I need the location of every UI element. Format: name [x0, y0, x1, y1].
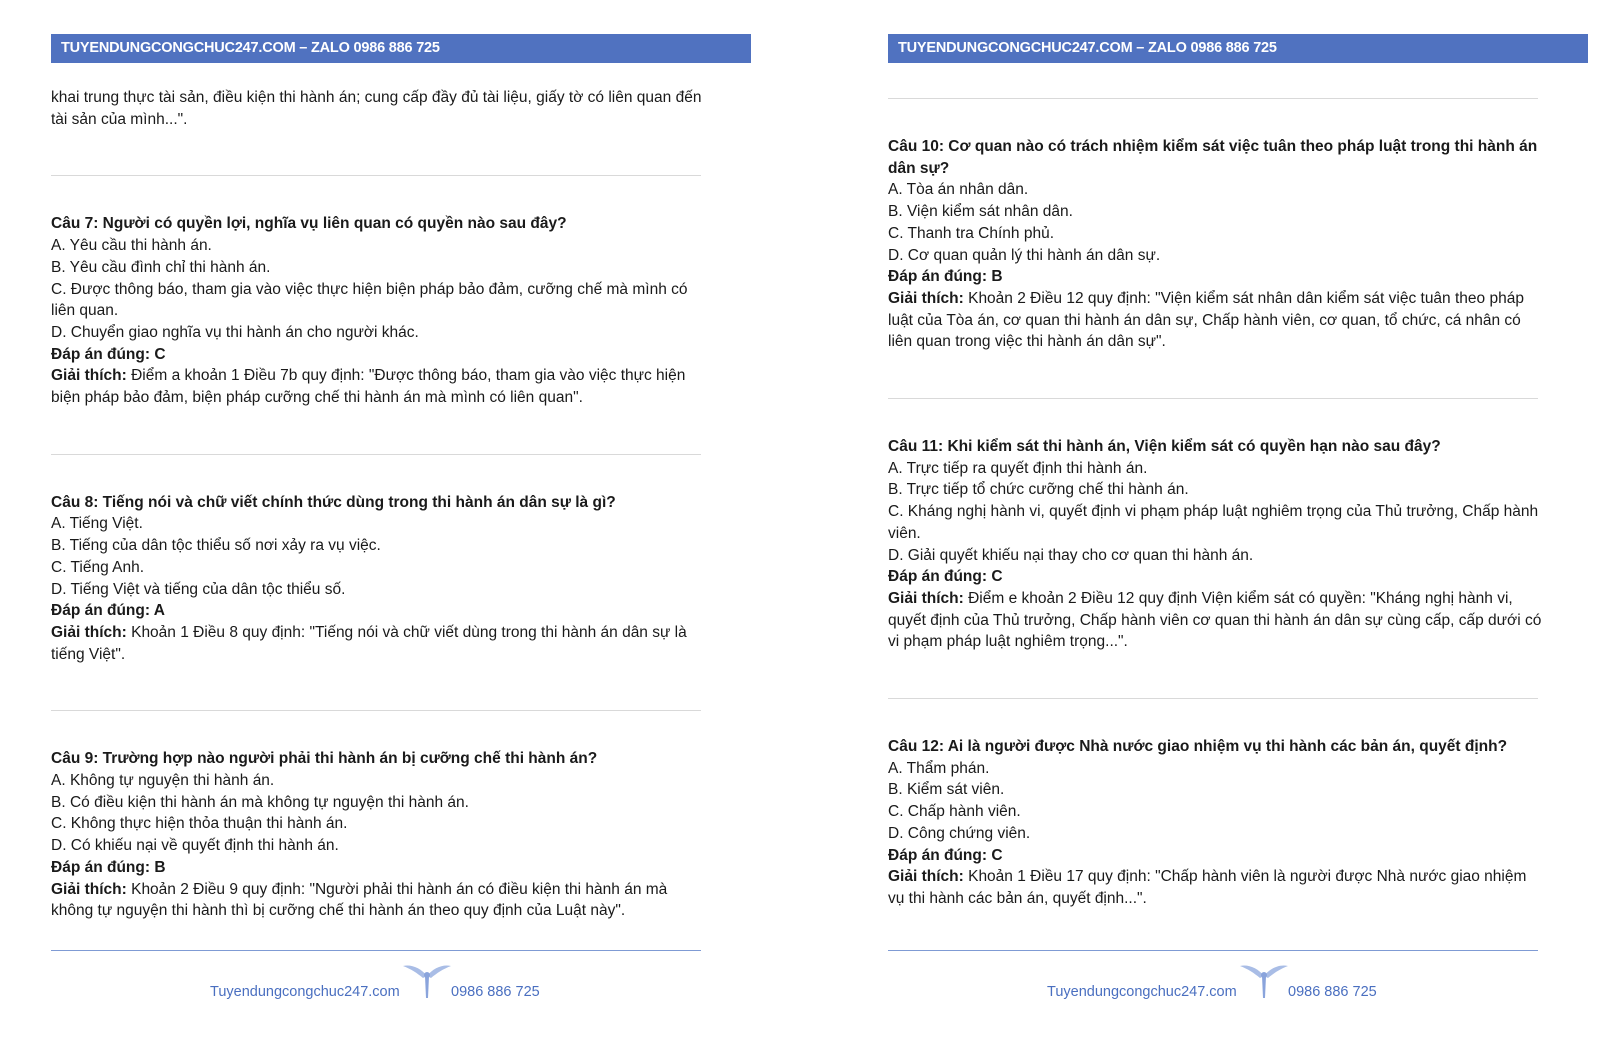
question-11	[888, 436, 1543, 653]
page-footer-right	[888, 962, 1538, 1004]
question-separator	[51, 175, 701, 176]
page-footer-left	[51, 962, 701, 1004]
option-a: A. Không tự nguyện thi hành án.	[51, 772, 275, 790]
option-c: C. Thanh tra Chính phủ.	[888, 224, 1055, 242]
question-title: Câu 12: Ai là người được Nhà nước giao nhiệm vụ thi hành các bản án, quyết định?	[888, 738, 1508, 756]
explanation-text: Điểm e khoản 2 Điều 12 quy định Viện kiểm sát có quyền: "Kháng nghị hành vi, quyết định của Thủ trưởng, Chấp hành viên cơ quan thi hành án dân sự cùng cấp, cấp dưới có vi phạm pháp luật nghiêm trọng...".	[888, 589, 1542, 651]
option-c: C. Tiếng Anh.	[51, 558, 145, 576]
question-12	[888, 736, 1543, 910]
explanation-text: Khoản 2 Điều 12 quy định: "Viện kiểm sát nhân dân kiểm sát việc tuân theo pháp luật của Tòa án, cơ quan thi hành án dân sự, Chấp hành viên, cơ quan, tổ chức, cá nhân có liên quan trong việc thi hành án dân sự".	[888, 289, 1524, 351]
correct-answer: Đáp án đúng: C	[888, 568, 1003, 586]
footer-phone-text: 0986 886 725	[1288, 984, 1377, 1000]
footer-site-text: Tuyendungcongchuc247.com	[1047, 984, 1237, 1000]
option-b: B. Viện kiểm sát nhân dân.	[888, 203, 1073, 221]
correct-answer: Đáp án đúng: A	[51, 602, 165, 620]
question-title: Câu 9: Trường hợp nào người phải thi hành án bị cưỡng chế thi hành án?	[51, 750, 598, 768]
right-page-content	[888, 98, 1543, 910]
question-10	[888, 136, 1543, 353]
footer-rule	[888, 950, 1538, 951]
option-c: C. Không thực hiện thỏa thuận thi hành án.	[51, 815, 348, 833]
question-7	[51, 213, 706, 408]
option-d: D. Cơ quan quản lý thi hành án dân sự.	[888, 246, 1161, 264]
explanation-label: Giải thích:	[888, 589, 964, 607]
page-header-left: TUYENDUNGCONGCHUC247.COM – ZALO 0986 886 725	[51, 34, 751, 63]
explanation-text: Khoản 1 Điều 8 quy định: "Tiếng nói và chữ viết dùng trong thi hành án dân sự là tiếng Việt".	[51, 623, 687, 663]
option-c: C. Kháng nghị hành vi, quyết định vi phạm pháp luật nghiêm trọng của Thủ trưởng, Chấp hành viên.	[888, 503, 1539, 542]
explanation-text: Khoản 1 Điều 17 quy định: "Chấp hành viên là người được Nhà nước giao nhiệm vụ thi hành các bản án, quyết định...".	[888, 868, 1527, 907]
option-a: A. Tiếng Việt.	[51, 515, 143, 533]
option-a: A. Tòa án nhân dân.	[888, 181, 1029, 199]
option-b: B. Kiểm sát viên.	[888, 781, 1005, 799]
explanation	[51, 879, 706, 922]
question-separator	[51, 710, 701, 711]
left-page-content	[51, 87, 706, 922]
option-b: B. Yêu cầu đình chỉ thi hành án.	[51, 258, 271, 276]
explanation-label: Giải thích:	[51, 623, 127, 641]
option-d: D. Có khiếu nại về quyết định thi hành án.	[51, 837, 339, 855]
explanation-label: Giải thích:	[888, 289, 964, 307]
option-a: A. Yêu cầu thi hành án.	[51, 237, 212, 255]
explanation-label: Giải thích:	[51, 880, 127, 898]
option-a: A. Thẩm phán.	[888, 759, 990, 777]
option-c: C. Được thông báo, tham gia vào việc thực hiện biện pháp bảo đảm, cưỡng chế mà mình có liên quan.	[51, 280, 688, 320]
question-8	[51, 492, 706, 666]
continuation-paragraph: khai trung thực tài sản, điều kiện thi hành án; cung cấp đầy đủ tài liệu, giấy tờ có liên quan đến tài sản của mình...".	[51, 89, 702, 128]
option-d: D. Tiếng Việt và tiếng của dân tộc thiểu số.	[51, 580, 346, 598]
bird-logo-icon	[1240, 962, 1288, 1000]
explanation	[888, 866, 1543, 909]
right-page	[888, 0, 1588, 1040]
option-d: D. Giải quyết khiếu nại thay cho cơ quan thi hành án.	[888, 546, 1254, 564]
question-separator	[888, 98, 1538, 99]
correct-answer: Đáp án đúng: B	[51, 858, 166, 876]
explanation	[888, 288, 1543, 353]
left-page	[51, 0, 751, 1040]
option-c: C. Chấp hành viên.	[888, 803, 1021, 821]
correct-answer: Đáp án đúng: B	[888, 268, 1003, 286]
explanation-label: Giải thích:	[51, 367, 127, 385]
option-d: D. Chuyển giao nghĩa vụ thi hành án cho người khác.	[51, 323, 419, 341]
explanation	[51, 365, 706, 408]
option-b: B. Tiếng của dân tộc thiểu số nơi xảy ra vụ việc.	[51, 537, 381, 555]
explanation-text: Khoản 2 Điều 9 quy định: "Người phải thi hành án có điều kiện thi hành án mà không tự nguyện thi hành thì bị cưỡng chế thi hành án theo quy định của Luật này".	[51, 880, 668, 920]
question-separator	[888, 698, 1538, 699]
question-9	[51, 748, 706, 922]
footer-phone-text: 0986 886 725	[451, 984, 540, 1000]
explanation	[51, 622, 706, 665]
correct-answer: Đáp án đúng: C	[888, 846, 1003, 864]
correct-answer: Đáp án đúng: C	[51, 345, 166, 363]
explanation-text: Điểm a khoản 1 Điều 7b quy định: "Được thông báo, tham gia vào việc thực hiện biện pháp bảo đảm, biện pháp cưỡng chế thi hành án mà mình có liên quan".	[51, 367, 686, 407]
question-separator	[888, 398, 1538, 399]
question-title: Câu 11: Khi kiểm sát thi hành án, Viện kiểm sát có quyền hạn nào sau đây?	[888, 438, 1441, 456]
footer-rule	[51, 950, 701, 951]
page-header-right: TUYENDUNGCONGCHUC247.COM – ZALO 0986 886 725	[888, 34, 1588, 63]
question-title: Câu 8: Tiếng nói và chữ viết chính thức dùng trong thi hành án dân sự là gì?	[51, 493, 616, 511]
footer-site-text: Tuyendungcongchuc247.com	[210, 984, 400, 1000]
option-b: B. Có điều kiện thi hành án mà không tự nguyện thi hành án.	[51, 793, 469, 811]
option-b: B. Trực tiếp tổ chức cưỡng chế thi hành án.	[888, 481, 1189, 499]
explanation	[888, 588, 1543, 653]
question-separator	[51, 454, 701, 455]
question-title: Câu 10: Cơ quan nào có trách nhiệm kiểm sát việc tuân theo pháp luật trong thi hành án dân sự?	[888, 138, 1538, 177]
option-a: A. Trực tiếp ra quyết định thi hành án.	[888, 459, 1148, 477]
option-d: D. Công chứng viên.	[888, 824, 1031, 842]
bird-logo-icon	[403, 962, 451, 1000]
explanation-label: Giải thích:	[888, 868, 964, 886]
question-title: Câu 7: Người có quyền lợi, nghĩa vụ liên quan có quyền nào sau đây?	[51, 215, 567, 233]
